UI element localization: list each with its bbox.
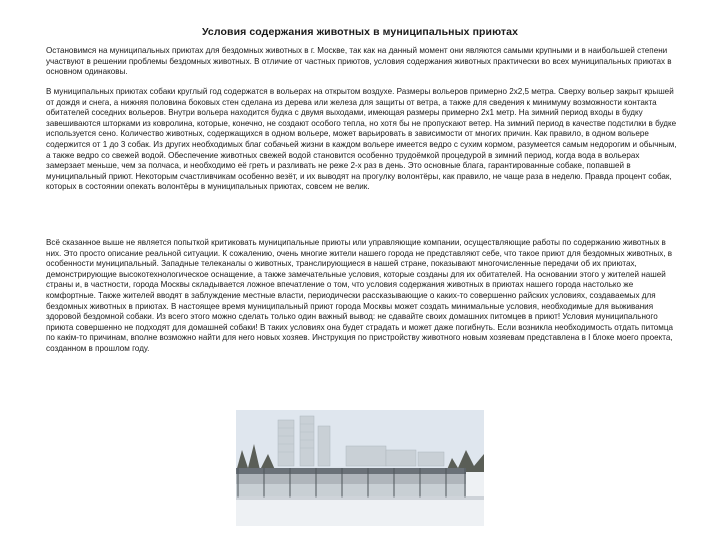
shelter-photo [236,410,484,526]
photo-enclosures [236,468,466,496]
paragraph-enclosures: В муниципальных приютах собаки круглый год содержатся в вольерах на открытом воздухе. Размеры вольеров примерно 2х2,5 метра. Сверху вольер закрыт крышей от дождя и снега, а нижняя половина боковых стен сделана из дерева или железа для защиты от ветра, а также для сведения к минимуму возможности контакта обитателей соседних вольеров. Внутри вольера находится будка с двумя выходами, имеющая размеры примерно 2х1 метр. На зимний период входы в будку завешиваются шторками из ковролина, которые, конечно, не создают особого тепла, но хотя бы не пропускают ветер. На зимний период в качестве подстилки в будке используется сено. Количество животных, содержащихся в одном вольере, может варьировать в зависимости от многих причин. Как правило, в одном вольере содержится от 1 до 3 собак. Из других необходимых благ собачьей жизни в каждом вольере имеется ведро с сухим кормом, разумеется самым недорогим и обычным, а также ведро со свежей водой. Обеспечение животных свежей водой становится особенно трудоёмкой процедурой в зимний период, когда вода в вольерах замерзает меньше, чем за полчаса, и необходимо её греть и разливать не реже 2-х раз в день. Это основные блага, гарантированные собаке, попавшей в муниципальный приют. Некоторым счастливчикам особенно везёт, и их выводят на прогулку волонтёры, как правило, не чаще раза в неделю. Правда процент собак, которых в состоянии опекать волонтёры в муниципальных приютах, совсем не велик. [46,87,677,192]
paragraph-intro: Остановимся на муниципальных приютах для бездомных животных в г. Москве, так как на данный момент они являются самыми крупными и в наибольшей степени участвуют в решении проблемы бездомных животных. В отличие от частных приютов, условия содержания животных практически во всех муниципальных приютах в основном одинаковы. [46,46,672,77]
paragraph-conclusion: Всё сказанное выше не является попыткой критиковать муниципальные приюты или управляющие компании, осуществляющие работы по содержанию животных в них. Это просто описание реальной ситуации. К сожалению, очень многие жители нашего города не представляют себе, что такое приют для бездомных животных, в особенности муниципальный. Западные телеканалы о животных, транслирующиеся в нашей стране, показывают многочисленные передачи об их приютах, демонстрирующие высокотехнологическое оснащение, а также замечательные условия, которые созданы для их обитателей. На основании этого у жителей нашей страны и, в частности, города Москвы складывается ложное впечатление о том, что условия содержания животных в приютах нашего города настолько же комфортные. Также жителей вводят в заблуждение местные власти, периодически рассказывающие о каких-то совершенно райских условиях, создаваемых для бездомных животных в приютах. В настоящее время муниципальный приют города Москвы может создать минимальные условия, необходимые для выживания здоровой бездомной собаки. Из всего этого можно сделать только один важный вывод: не сдавайте своих домашних питомцев в приют! Условия муниципального приюта совершенно не подходят для домашней собаки! В таких условиях она будет страдать и может даже погибнуть. Если возникла необходимость отдать питомца по какім-то причинам, вполне возможно найти для него новых хозяев. Инструкция по пристройству животного новым хозяевам представлена в I блоке моего проекта, созданном в прошлом году. [46,238,674,353]
document-title: Условия содержания животных в муниципальных приютах [201,26,519,38]
